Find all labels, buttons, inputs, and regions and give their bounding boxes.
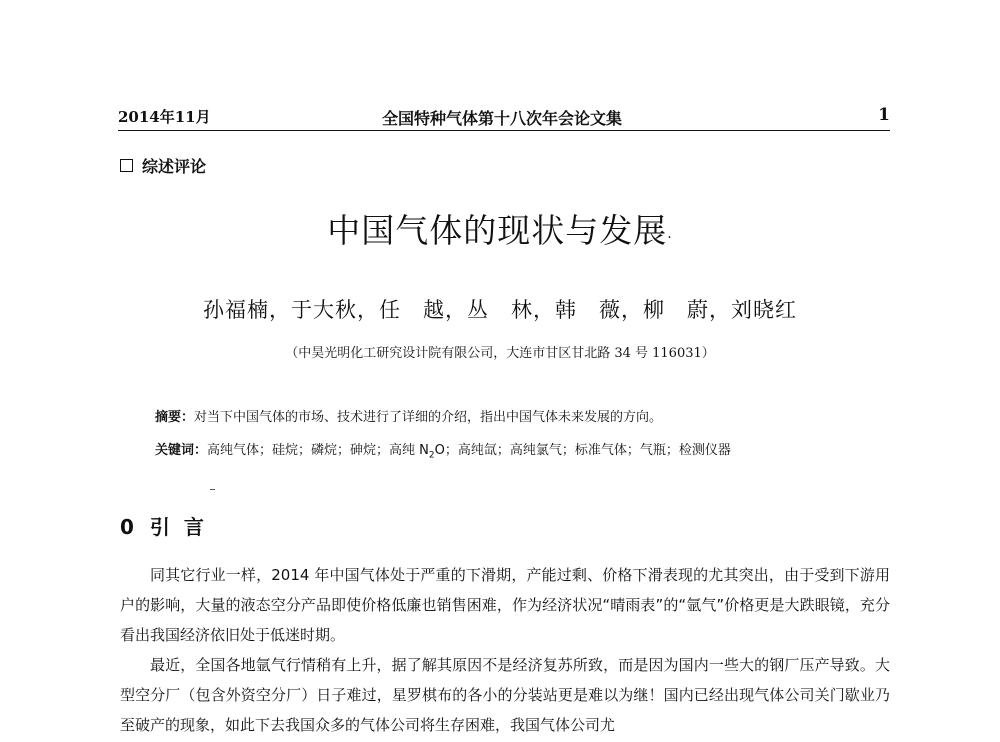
section-category-label: 综述评论 — [142, 157, 207, 176]
header-journal-title: 全国特种气体第十八次年会论文集 — [382, 109, 623, 128]
abstract — [155, 406, 662, 425]
header-page-number: 1 — [878, 105, 890, 125]
square-box-icon — [120, 159, 133, 172]
keywords-subscript: 2 — [428, 450, 435, 461]
body-paragraph: 最近，全国各地氩气行情稍有上升，据了解其原因不是经济复苏所致，而是因为国内一些大的钢厂压产导致。大型空分厂（包含外资空分厂）日子难过，星罗棋布的各小的分装站更是难以为继！国内已经出现气体公司关门歇业乃至破产的现象，如此下去我国众多的气体公司将生存困难，我国气体公司尤 — [120, 656, 890, 734]
section-number: 0 — [120, 515, 136, 539]
abstract-text: 对当下中国气体的市场、技术进行了详细的介绍，指出中国气体未来发展的方向。 — [194, 410, 663, 425]
author-list: 孙福楠，于大秋，任 越，丛 林，韩 薇，柳 蔚，刘晓红 — [203, 298, 797, 322]
paper-title — [0, 205, 1000, 252]
author-affiliation: （中昊光明化工研究设计院有限公司，大连市甘区甘北路 34 号 116031） — [285, 346, 715, 361]
body-text — [120, 560, 890, 740]
title-footnote-mark: · — [667, 230, 673, 246]
abstract-label: 摘要： — [155, 410, 195, 425]
section-title-char-2: 言 — [183, 515, 206, 539]
paper-title-text: 中国气体的现状与发展 — [327, 211, 668, 250]
body-paragraph: 同其它行业一样，2014 年中国气体处于严重的下滑期，产能过剩、价格下滑表现的尤其突出，由于受到下游用户的影响，大量的液态空分产品即使价格低廉也销售困难，作为经济状况“晴雨表”的“氩气”价格更是大跌眼镜，充分看出我国经济依旧处于低迷时期。 — [120, 566, 890, 644]
keywords-text-part2: O；高纯氙；高纯氯气；标准气体；气瓶；检测仪器 — [434, 443, 731, 458]
running-header — [118, 104, 890, 131]
section-heading — [120, 511, 206, 540]
section-title-char-1: 引 — [149, 515, 172, 539]
keywords-text-part1: 高纯气体；硅烷；磷烷；砷烷；高纯 N — [207, 443, 429, 458]
stray-mark — [210, 489, 215, 490]
header-date: 2014年11月 — [118, 108, 211, 126]
keywords — [155, 439, 731, 461]
section-category — [120, 154, 206, 177]
keywords-label: 关键词： — [155, 443, 208, 458]
